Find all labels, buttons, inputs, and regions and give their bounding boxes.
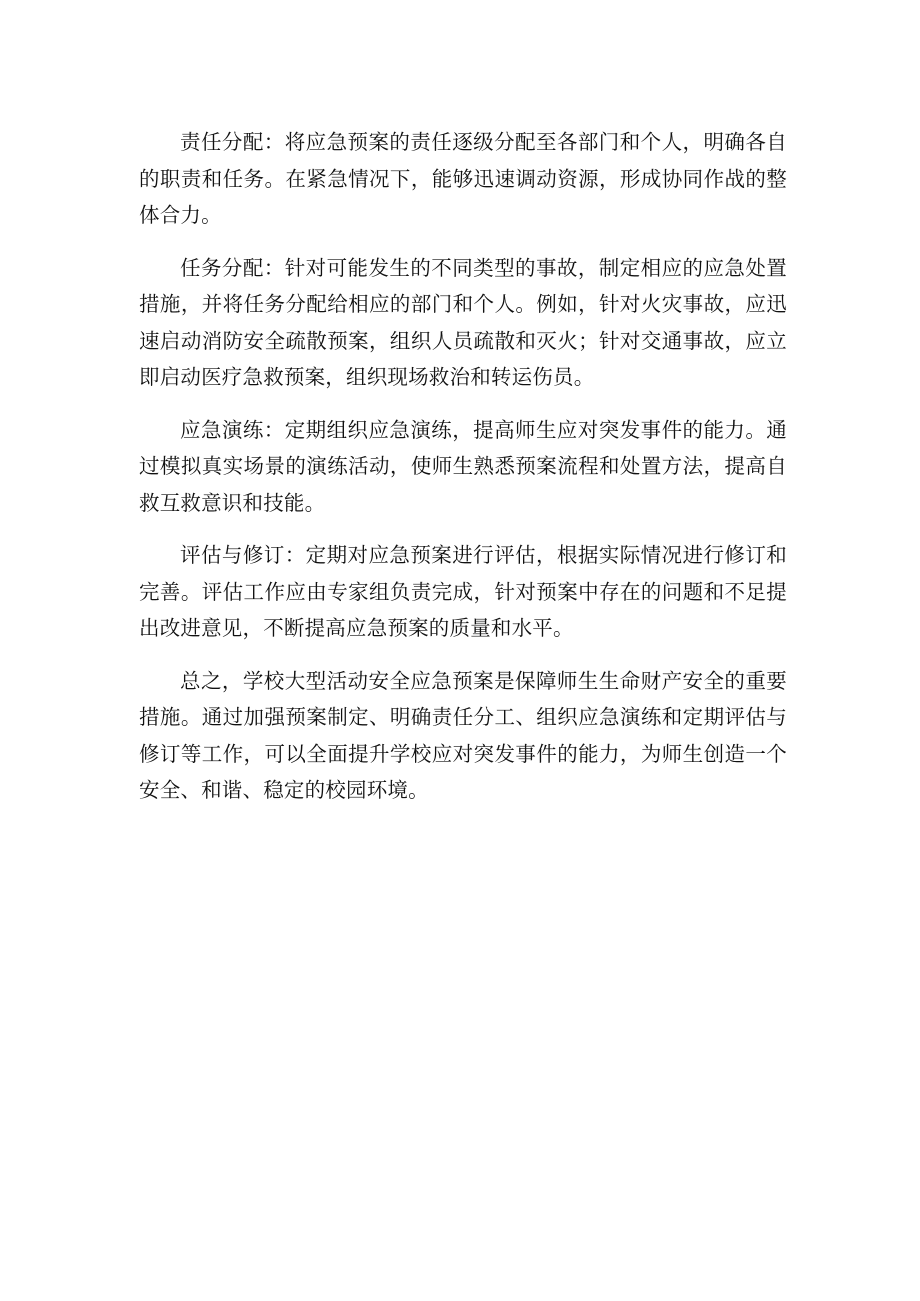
paragraph-task-allocation: 任务分配：针对可能发生的不同类型的事故，制定相应的应急处置措施，并将任务分配给相应的部门和个人。例如，针对火灾事故，应迅速启动消防安全疏散预案，组织人员疏散和灭火；针对交通事故，应立即启动医疗急救预案，组织现场救治和转运伤员。: [139, 255, 787, 389]
paragraph-emergency-drill: 应急演练：定期组织应急演练，提高师生应对突发事件的能力。通过模拟真实场景的演练活动，使师生熟悉预案流程和处置方法，提高自救互救意识和技能。: [139, 417, 787, 515]
paragraph-evaluation-revision: 评估与修订：定期对应急预案进行评估，根据实际情况进行修订和完善。评估工作应由专家组负责完成，针对预案中存在的问题和不足提出改进意见，不断提高应急预案的质量和水平。: [139, 543, 787, 640]
paragraph-conclusion: 总之，学校大型活动安全应急预案是保障师生生命财产安全的重要措施。通过加强预案制定、明确责任分工、组织应急演练和定期评估与修订等工作，可以全面提升学校应对突发事件的能力，为师生创造一个安全、和谐、稳定的校园环境。: [139, 668, 787, 802]
paragraph-responsibility-allocation: 责任分配：将应急预案的责任逐级分配至各部门和个人，明确各自的职责和任务。在紧急情况下，能够迅速调动资源，形成协同作战的整体合力。: [139, 130, 787, 227]
document-body: [139, 124, 787, 825]
